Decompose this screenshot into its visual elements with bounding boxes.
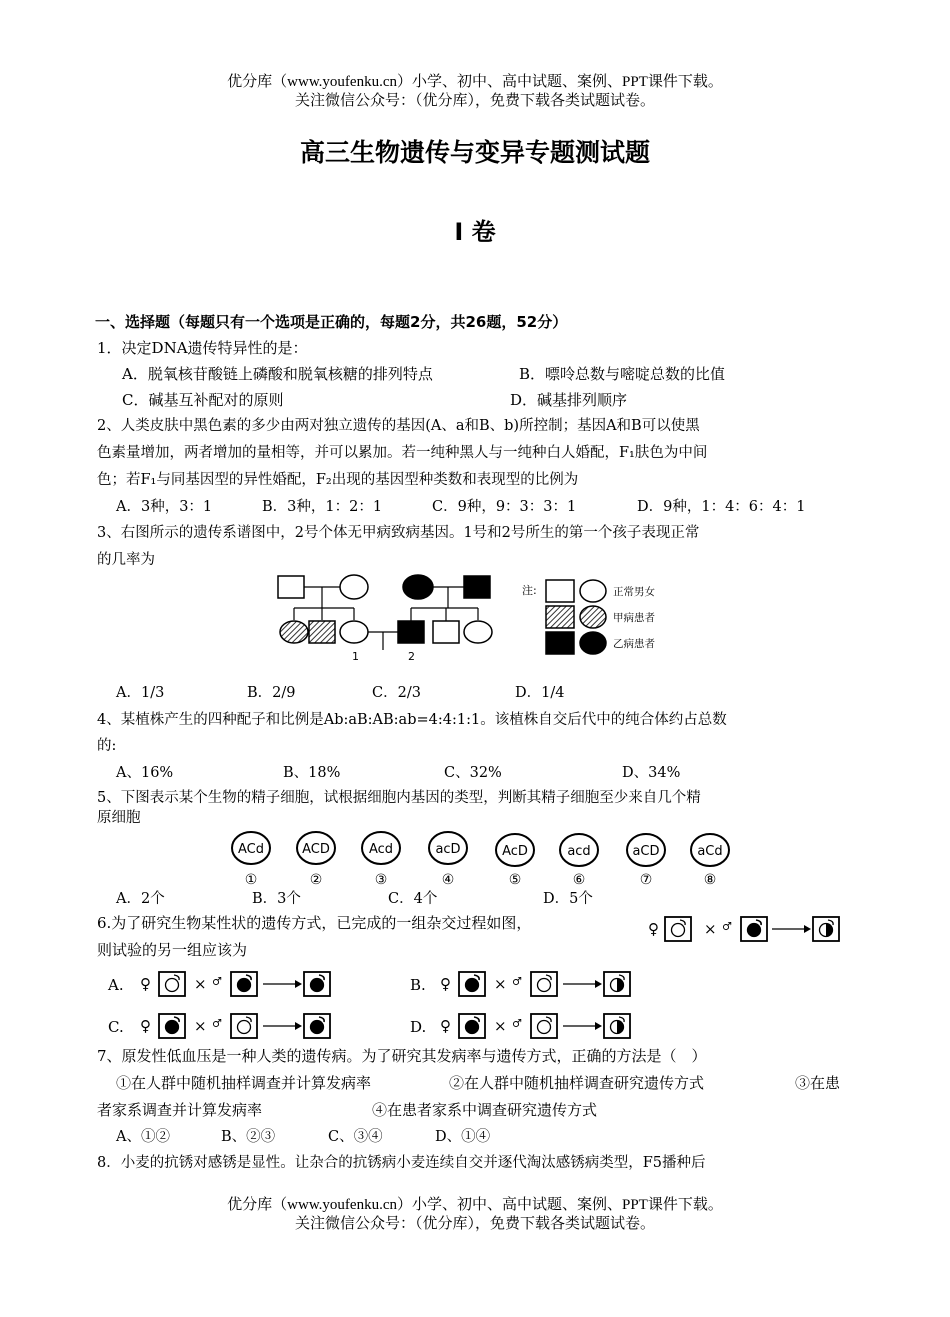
sperm-cell-2 — [297, 832, 335, 888]
q4-option-b: B、18% — [283, 765, 341, 781]
q1-option-a: A．脱氧核苷酸链上磷酸和脱氧核糖的排列特点 — [122, 365, 433, 383]
q4-option-c: C、32% — [444, 765, 502, 781]
q6-option-a — [108, 970, 348, 1000]
svg-text:⑧: ⑧ — [703, 872, 717, 888]
q6-option-c — [108, 1012, 348, 1042]
arrow-icon — [563, 979, 603, 989]
q2-option-b: B．3种，1：2：1 — [262, 499, 383, 515]
pedigree-individual-2 — [398, 621, 424, 643]
pedigree-normal-male — [278, 576, 304, 598]
q2-option-c: C．9种，9：3：3：1 — [432, 499, 577, 515]
cell-empty-icon — [158, 971, 186, 997]
sperm-cell-3 — [362, 832, 400, 888]
q7-item-3: ③在患 — [795, 1074, 841, 1092]
pedigree-affected-b-male — [464, 576, 490, 598]
female-symbol: ♀ — [440, 1017, 451, 1035]
q6-option-b — [410, 970, 650, 1000]
q7-option-d: D、①④ — [435, 1129, 491, 1145]
page-title: 高三生物遗传与变异专题测试题 — [299, 138, 650, 167]
svg-text:ACD: ACD — [302, 842, 330, 857]
sperm-cell-1 — [232, 832, 270, 888]
cell-empty-icon — [530, 1013, 558, 1039]
cross-symbol: × — [704, 920, 717, 938]
cell-dark-icon — [230, 971, 258, 997]
pedigree-normal-female — [340, 575, 368, 599]
q7-option-a: A、①② — [116, 1129, 170, 1145]
arrow-icon — [263, 979, 303, 989]
svg-text:aCd: aCd — [697, 844, 723, 859]
q4-option-a: A、16% — [116, 765, 174, 781]
q1-option-c: C．碱基互补配对的原则 — [122, 391, 284, 409]
header-line-2: 关注微信公众号：（优分库），免费下载各类试题试卷。 — [294, 93, 655, 109]
q1-option-b: B．嘌呤总数与嘧啶总数的比值 — [519, 365, 726, 383]
sperm-cell-7 — [627, 834, 665, 888]
section-heading: 一、选择题（每题只有一个选项是正确的，每题2分，共26题，52分） — [95, 313, 568, 331]
q3-line-1: 3、右图所示的遗传系谱图中，2号个体无甲病致病基因。1号和2号所生的第一个孩子表现正常 — [97, 525, 700, 541]
pedigree-label-2: 2 — [408, 650, 415, 663]
pedigree-label-1: 1 — [352, 650, 359, 663]
q6-option-d — [410, 1012, 650, 1042]
cell-empty-icon — [664, 916, 692, 942]
q7-option-c: C、③④ — [328, 1129, 383, 1145]
q3-option-a: A．1/3 — [116, 685, 165, 701]
part-label: Ⅰ 卷 — [454, 218, 496, 246]
cross-symbol: × — [494, 1017, 507, 1035]
cell-half-icon — [812, 916, 840, 942]
arrow-icon — [563, 1021, 603, 1031]
sperm-cell-6 — [560, 834, 598, 888]
legend-disease-b: 乙病患者 — [613, 638, 655, 650]
svg-text:⑤: ⑤ — [508, 872, 522, 888]
q2-option-d: D．9种，1：4：6：4：1 — [637, 499, 806, 515]
q6-option-d-label: D. — [410, 1018, 427, 1036]
legend-disease-a: 甲病患者 — [613, 612, 655, 624]
q3-line-2: 的几率为 — [97, 552, 155, 568]
svg-text:acd: acd — [567, 844, 591, 859]
female-symbol: ♀ — [140, 1017, 151, 1035]
q4-option-d: D、34% — [622, 765, 681, 781]
cell-dark-icon — [458, 971, 486, 997]
q5-option-a: A．2个 — [116, 891, 165, 907]
q5-option-b: B．3个 — [252, 891, 301, 907]
pedigree-normal-male-2 — [433, 621, 459, 643]
q2-line-1: 2、人类皮肤中黑色素的多少由两对独立遗传的基因(A、a和B、b)所控制；基因A和B可以使黑 — [97, 418, 700, 434]
sperm-cells-figure — [226, 828, 736, 890]
cell-dark-icon — [303, 1013, 331, 1039]
q5-option-d: D．5个 — [543, 891, 593, 907]
svg-text:⑦: ⑦ — [639, 872, 653, 888]
legend-normal: 正常男女 — [613, 586, 655, 598]
cross-symbol: × — [194, 1017, 207, 1035]
cell-dark-icon — [740, 916, 768, 942]
header-line-1: 优分库（www.youfenku.cn）小学、初中、高中试题、案例、PPT课件下载。 — [227, 74, 723, 90]
q5-line-2: 原细胞 — [97, 810, 141, 826]
pedigree-chart — [268, 570, 678, 666]
pedigree-normal-female-2 — [464, 621, 492, 643]
q1-stem: 1．决定DNA遗传特异性的是： — [97, 339, 308, 357]
q7-item-1: ①在人群中随机抽样调查并计算发病率 — [116, 1074, 372, 1092]
cell-empty-icon — [230, 1013, 258, 1039]
footer-line-2: 关注微信公众号：（优分库），免费下载各类试题试卷。 — [294, 1216, 655, 1232]
svg-text:④: ④ — [441, 872, 455, 888]
q2-option-a: A．3种，3：1 — [116, 499, 213, 515]
male-symbol: ♂ — [212, 975, 222, 988]
q6-line-2: 则试验的另一组应该为 — [97, 941, 248, 959]
q3-option-d: D．1/4 — [515, 685, 565, 701]
footer-line-1: 优分库（www.youfenku.cn）小学、初中、高中试题、案例、PPT课件下载。 — [227, 1197, 723, 1213]
pedigree-affected-b-female — [403, 575, 433, 599]
male-symbol: ♂ — [512, 975, 522, 988]
female-symbol: ♀ — [440, 975, 451, 993]
legend-note: 注: — [522, 584, 537, 597]
svg-text:Acd: Acd — [368, 842, 394, 857]
q5-option-c: C．4个 — [388, 891, 438, 907]
q4-line-2: 的: — [97, 738, 117, 754]
pedigree-affected-a-male — [309, 621, 335, 643]
cross-symbol: × — [494, 975, 507, 993]
q3-option-b: B．2/9 — [247, 685, 296, 701]
cell-half-icon — [603, 1013, 631, 1039]
male-symbol: ♂ — [212, 1017, 222, 1030]
q6-option-c-label: C. — [108, 1018, 124, 1036]
cross-symbol: × — [194, 975, 207, 993]
q3-option-c: C．2/3 — [372, 685, 421, 701]
pedigree-individual-1 — [340, 621, 368, 643]
svg-text:①: ① — [244, 872, 258, 888]
female-symbol: ♀ — [140, 975, 151, 993]
q6-option-b-label: B. — [410, 976, 426, 994]
svg-text:aCD: aCD — [632, 844, 660, 859]
cell-dark-icon — [303, 971, 331, 997]
q7-line-1: 7、原发性低血压是一种人类的遗传病。为了研究其发病率与遗传方式，正确的方法是（ ） — [97, 1047, 707, 1065]
female-symbol: ♀ — [648, 920, 659, 938]
q7-item-3-cont: 者家系调查并计算发病率 — [97, 1101, 263, 1119]
q2-line-2: 色素量增加，两者增加的量相等，并可以累加。若一纯种黑人与一纯种白人婚配，F₁肤色为中间 — [97, 445, 708, 461]
q1-option-d: D．碱基排列顺序 — [510, 391, 628, 409]
q6-option-a-label: A. — [108, 976, 124, 994]
svg-text:AcD: AcD — [502, 844, 528, 859]
q8-line-1: 8．小麦的抗锈对感锈是显性。让杂合的抗锈病小麦连续自交并逐代淘汰感锈病类型，F5播种后 — [97, 1155, 706, 1171]
svg-text:③: ③ — [374, 872, 388, 888]
arrow-icon — [772, 924, 812, 934]
q6-line-1: 6.为了研究生物某性状的遗传方式，已完成的一组杂交过程如图， — [97, 914, 532, 932]
cell-dark-icon — [458, 1013, 486, 1039]
pedigree-affected-a-female — [280, 621, 308, 643]
sperm-cell-4 — [429, 832, 467, 888]
male-symbol: ♂ — [722, 920, 732, 933]
cell-empty-icon — [530, 971, 558, 997]
svg-text:⑥: ⑥ — [572, 872, 586, 888]
q7-option-b: B、②③ — [221, 1129, 276, 1145]
svg-text:②: ② — [309, 872, 323, 888]
q7-item-4: ④在患者家系中调查研究遗传方式 — [372, 1101, 598, 1119]
svg-text:acD: acD — [435, 842, 461, 857]
cell-half-icon — [603, 971, 631, 997]
q2-line-3: 色；若F₁与同基因型的异性婚配，F₂出现的基因型种类数和表现型的比例为 — [97, 472, 579, 488]
svg-text:ACd: ACd — [238, 842, 264, 857]
cell-dark-icon — [158, 1013, 186, 1039]
q7-item-2: ②在人群中随机抽样调查研究遗传方式 — [449, 1074, 705, 1092]
male-symbol: ♂ — [512, 1017, 522, 1030]
q6-reference-cross — [648, 916, 848, 946]
q5-line-1: 5、下图表示某个生物的精子细胞，试根据细胞内基因的类型，判断其精子细胞至少来自几个精 — [97, 790, 701, 806]
q4-line-1: 4、某植株产生的四种配子和比例是Ab:aB:AB:ab=4:4:1:1。该植株自交后代中的纯合体约占总数 — [97, 712, 727, 728]
sperm-cell-5 — [496, 834, 534, 888]
sperm-cell-8 — [691, 834, 729, 888]
arrow-icon — [263, 1021, 303, 1031]
